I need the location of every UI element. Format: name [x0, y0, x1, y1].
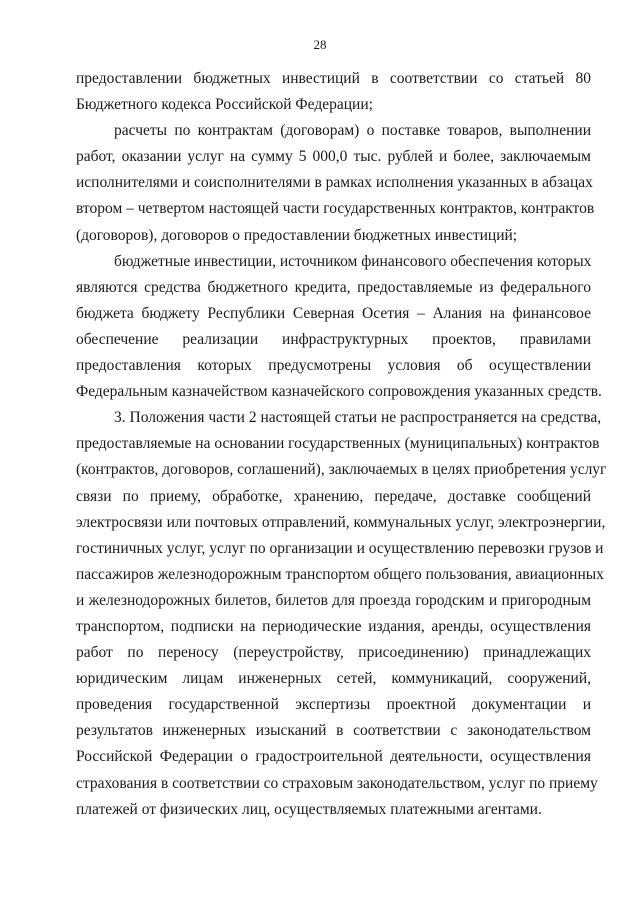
paragraph-4 [76, 405, 607, 823]
text-line: (договоров), договоров о предоставлении бюджетных инвестиций; [76, 226, 518, 244]
text-line: Бюджетного кодекса Российской Федерации; [76, 96, 373, 114]
text-line: и железнодорожных билетов, билетов для проезда городским и пригородным [76, 591, 591, 609]
text-line: бюджета бюджету Республики Северная Осетия – Алания на финансовое [76, 304, 591, 322]
text-line: обеспечение реализации инфраструктурных проектов, правилами [76, 330, 591, 348]
text-line: предоставления которых предусмотрены условия об осуществлении [76, 357, 591, 375]
text-line: электросвязи или почтовых отправлений, коммунальных услуг, электроэнергии, [76, 513, 606, 531]
text-line: работ, оказании услуг на сумму 5 000,0 тыс. рублей и более, заключаемым [76, 148, 591, 166]
text-line: предоставлении бюджетных инвестиций в соответствии со статьей 80 [76, 70, 591, 87]
paragraph-3 [76, 249, 602, 406]
text-line: Российской Федерации о градостроительной деятельности, осуществления [76, 748, 591, 766]
text-line: исполнителями и соисполнителями в рамках исполнения указанных в абзацах [76, 174, 593, 192]
text-line: бюджетные инвестиции, источником финансового обеспечения которых [114, 252, 592, 270]
text-line: гостиничных услуг, услуг по организации и осуществлению перевозки грузов и [76, 539, 604, 557]
text-line: расчеты по контрактам (договорам) о поставке товаров, выполнении [114, 122, 591, 140]
text-line: Федеральным казначейством казначейского сопровождения указанных средств. [76, 383, 602, 401]
text-line: юридическим лицам инженерных сетей, коммуникаций, сооружений, [76, 670, 591, 688]
text-line: являются средства бюджетного кредита, предоставляемые из федерального [76, 278, 591, 296]
text-line: транспортом, подписки на периодические издания, аренды, осуществления [76, 617, 591, 635]
text-line: платежей от физических лиц, осуществляемых платежными агентами. [76, 800, 542, 818]
text-line: проведения государственной экспертизы проектной документации и [76, 696, 591, 714]
text-line: 3. Положения части 2 настоящей статьи не распространяется на средства, [114, 409, 602, 427]
text-line: результатов инженерных изысканий в соответствии с законодательством [76, 722, 591, 740]
text-line: (контрактов, договоров, соглашений), заключаемых в целях приобретения услуг [76, 461, 607, 479]
document-body [76, 66, 607, 823]
page-number: 28 [313, 37, 327, 52]
text-line: предоставляемые на основании государственных (муниципальных) контрактов [76, 435, 600, 453]
paragraph-2 [76, 118, 595, 248]
paragraph-1 [76, 66, 591, 118]
text-line: работ по переносу (переустройству, присоединению) принадлежащих [76, 644, 591, 662]
text-line: связи по приему, обработке, хранению, передаче, доставке сообщений [76, 487, 591, 505]
text-line: пассажиров железнодорожным транспортом общего пользования, авиационных [76, 565, 604, 583]
text-line: втором – четвертом настоящей части государственных контрактов, контрактов [76, 200, 595, 218]
text-line: страхования в соответствии со страховым законодательством, услуг по приему [76, 774, 598, 792]
